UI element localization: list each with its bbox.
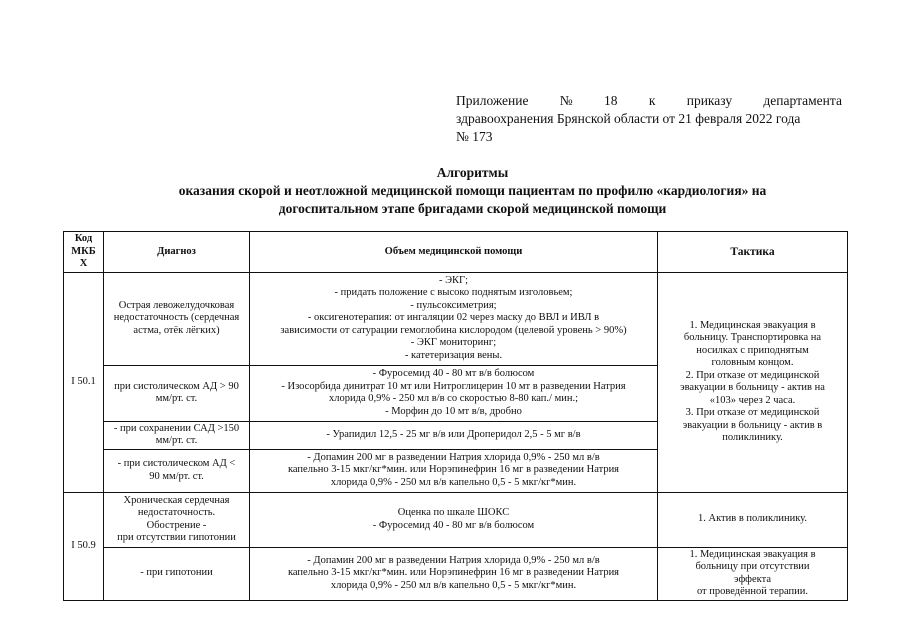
diagnosis-cell: - при гипотонии	[104, 547, 250, 600]
title-line-1: Алгоритмы	[436, 165, 509, 180]
annex-word: Приложение	[456, 93, 529, 108]
table-row	[64, 492, 848, 547]
annex-line-3: № 173	[456, 129, 493, 144]
annex-word: приказу	[686, 93, 733, 108]
algorithm-table	[63, 231, 848, 601]
document-title	[0, 164, 905, 218]
table-header-row	[64, 232, 848, 273]
title-line-3: догоспитальном этапе бригадами скорой медицинской помощи	[278, 201, 667, 216]
header-code: Код МКБ X	[64, 232, 104, 273]
tactics-cell: 1. Медицинская эвакуация в больницу при отсутствии эффекта от проведённой терапии.	[658, 547, 848, 600]
title-line-2: оказания скорой и неотложной медицинской помощи пациентам по профилю «кардиология» на	[178, 183, 767, 198]
diagnosis-cell: Хроническая сердечная недостаточность. Обострение - при отсутствии гипотонии	[104, 492, 250, 547]
table-row	[64, 272, 848, 365]
annex-word: 18	[604, 93, 618, 108]
diagnosis-cell: при систолическом АД > 90 мм/рт. ст.	[104, 365, 250, 421]
header-tactics: Тактика	[658, 232, 848, 273]
annex-word: №	[559, 93, 573, 108]
tactics-cell: 1. Медицинская эвакуация в больницу. Транспортировка на носилках с приподнятым головным концом. 2. При отказе от медицинской эвакуации в больницу - актив на «103» через 2 часа. 3. При отказе от медицинской эвакуации в больницу - актив в поликлинику.	[658, 272, 848, 492]
annex-word: департамента	[763, 93, 842, 108]
header-volume: Объем медицинской помощи	[250, 232, 658, 273]
volume-cell: - Фуросемид 40 - 80 мт в/в болюсом - Изосорбида динитрат 10 мт или Нитроглицерин 10 мт в разведении Натрия хлорида 0,9% - 250 мл в/в со скоростью 8-80 кап./ мин.; - Морфин до 10 мт в/в, дробно	[250, 365, 658, 421]
diagnosis-cell: - при систолическом АД < 90 мм/рт. ст.	[104, 449, 250, 492]
volume-cell: - Допамин 200 мг в разведении Натрия хлорида 0,9% - 250 мл в/в капельно 3-15 мкг/кг*мин. или Норэпинефрин 16 мг в разведении Натрия хлорида 0,9% - 250 мл в/в капельно 0,5 - 5 мкг/кг*мин.	[250, 547, 658, 600]
annex-line-2: здравоохранения Брянской области от 21 февраля 2022 года	[456, 111, 801, 126]
annex-header	[456, 92, 842, 146]
icd-code-cell: I 50.1	[64, 272, 104, 492]
volume-cell: Оценка по шкале ШОКС - Фуросемид 40 - 80 мг в/в болюсом	[250, 492, 658, 547]
diagnosis-cell: - при сохранении САД >150 мм/рт. ст.	[104, 421, 250, 449]
header-diagnosis: Диагноз	[104, 232, 250, 273]
annex-line-1	[456, 92, 842, 110]
volume-cell: - Урапидил 12,5 - 25 мг в/в или Дроперидол 2,5 - 5 мг в/в	[250, 421, 658, 449]
tactics-cell: 1. Актив в поликлинику.	[658, 492, 848, 547]
table-row	[64, 547, 848, 600]
diagnosis-cell: Острая левожелудочковая недостаточность (сердечная астма, отёк лёгких)	[104, 272, 250, 365]
volume-cell: - ЭКГ; - придать положение с высоко поднятым изголовьем; - пульсоксиметрия; - оксигенотерапия: от ингаляции 02 через маску до ВВЛ и ИВЛ в зависимости от сатурации гемоглобина кислородом (целевой уровень > 90%) - ЭКГ мониторинг; - катетеризация вены.	[250, 272, 658, 365]
icd-code-cell: I 50.9	[64, 492, 104, 600]
volume-cell: - Допамин 200 мг в разведении Натрия хлорида 0,9% - 250 мл в/в капельно 3-15 мкг/кг*мин. или Норэпинефрин 16 мг в разведении Натрия хлорида 0,9% - 250 мл в/в капельно 0,5 - 5 мкг/кг*мин.	[250, 449, 658, 492]
annex-word: к	[648, 93, 656, 108]
